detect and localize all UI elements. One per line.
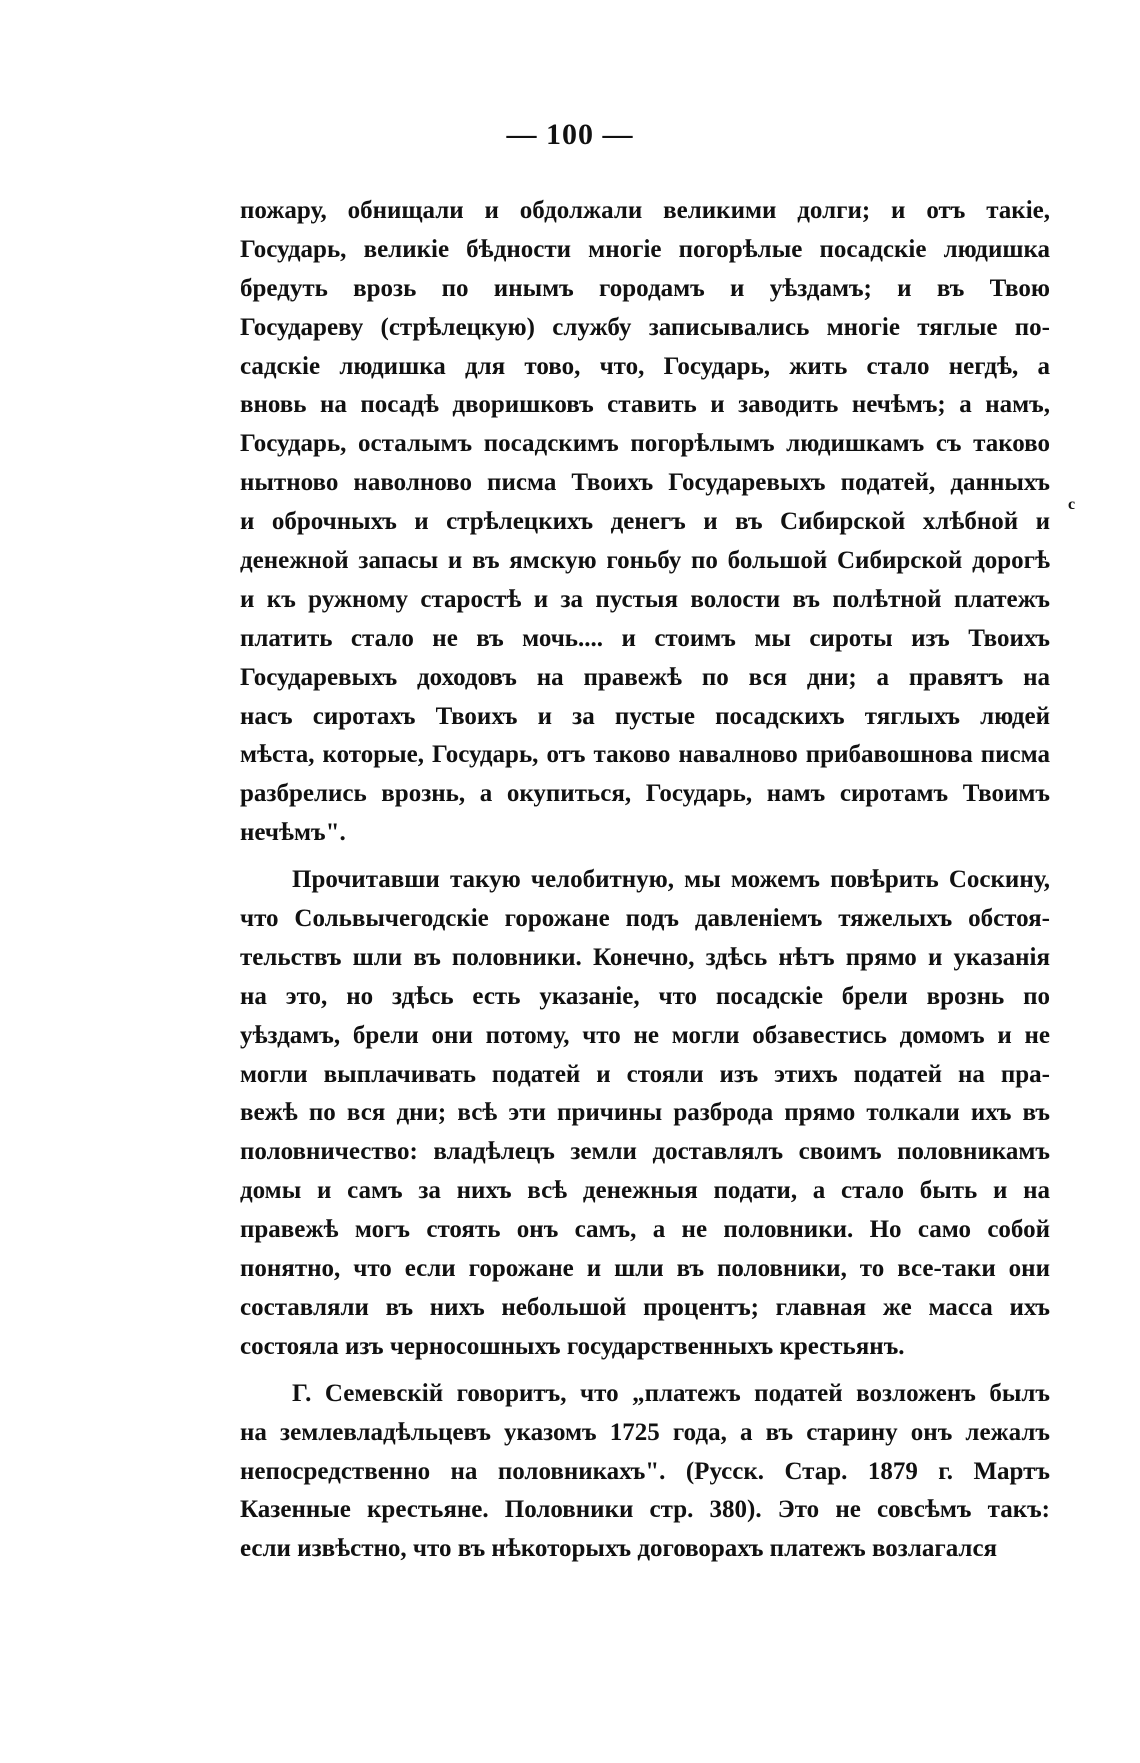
text-line: вежѣ по вся дни; всѣ эти причины разброда прямо толкали ихъ въ	[240, 1099, 1050, 1127]
text-line: и оброчныхъ и стрѣлецкихъ денегъ и въ Сибирской хлѣбной и	[240, 508, 1050, 536]
text-line: половничество: владѣлецъ земли доставлялъ своимъ половникамъ	[240, 1138, 1050, 1166]
paragraph	[240, 192, 1050, 853]
text-line: понятно, что если горожане и шли въ половники, то все-таки они	[240, 1255, 1050, 1283]
text-line: платить стало не въ мочь.... и стоимъ мы сироты изъ Твоихъ	[240, 624, 1050, 652]
text-line: садскіе людишка для тово, что, Государь, жить стало негдѣ, а	[240, 352, 1050, 380]
text-line: Г. Семевскій говоритъ, что „платежъ податей возложенъ былъ	[292, 1379, 1050, 1407]
text-line: нытново наволново писма Твоихъ Государевыхъ податей, данныхъ	[240, 469, 1050, 497]
paragraph	[240, 861, 1050, 1367]
text-line: нечѣмъ".	[240, 819, 346, 847]
paragraph-gap	[240, 1367, 1050, 1375]
text-line: Государь, великіе бѣдности многіе погорѣлые посадскіе людишка	[240, 235, 1050, 263]
text-line: тельствъ шли въ половники. Конечно, здѣсь нѣтъ прямо и указанія	[240, 943, 1050, 971]
text-line: Казенные крестьяне. Половники стр. 380). Это не совсѣмъ такъ:	[240, 1496, 1050, 1524]
text-line: правежѣ могъ стоять онъ самъ, а не половники. Но само собой	[240, 1216, 1050, 1244]
text-line: насъ сиротахъ Твоихъ и за пустые посадскихъ тяглыхъ людей	[240, 702, 1050, 730]
text-line: состояла изъ черносошныхъ государственныхъ крестьянъ.	[240, 1332, 905, 1360]
text-line: Прочитавши такую челобитную, мы можемъ повѣрить Соскину,	[292, 866, 1050, 894]
text-line: если извѣстно, что въ нѣкоторыхъ договорахъ платежъ возлагался	[240, 1535, 998, 1563]
text-line: уѣздамъ, брели они потому, что не могли обзавестись домомъ и не	[240, 1021, 1050, 1049]
text-line: домы и самъ за нихъ всѣ денежныя подати, а стало быть и на	[240, 1177, 1050, 1205]
text-line: Государевыхъ доходовъ на правежѣ по вся дни; а правятъ на	[240, 663, 1050, 691]
text-line: вновь на посадѣ дворишковъ ставить и заводить нечѣмъ; а намъ,	[240, 391, 1050, 419]
text-line: бредуть врозь по инымъ городамъ и уѣздамъ; и въ Твою	[240, 274, 1050, 302]
body-text	[240, 192, 1050, 1569]
page-number: — 100 —	[506, 118, 634, 151]
text-line: что Сольвычегодскіе горожане подъ давленіемъ тяжелыхъ обстоя-	[240, 905, 1050, 933]
text-line: на землевладѣльцевъ указомъ 1725 года, а въ старину онъ лежалъ	[240, 1418, 1050, 1446]
text-line: непосредственно на половникахъ". (Русск. Стар. 1879 г. Мартъ	[240, 1457, 1050, 1485]
margin-mark: с	[1068, 496, 1076, 513]
text-line: денежной запасы и въ ямскую гоньбу по большой Сибирской дорогѣ	[240, 547, 1050, 575]
text-line: и къ ружному старостѣ и за пустыя волости въ полѣтной платежъ	[240, 585, 1050, 613]
text-line: Государь, осталымъ посадскимъ погорѣлымъ людишкамъ съ таково	[240, 430, 1050, 458]
paragraph	[240, 1375, 1050, 1569]
text-line: разбрелись врознь, а окупиться, Государь, намъ сиротамъ Твоимъ	[240, 780, 1050, 808]
text-line: мѣста, которые, Государь, отъ таково навалново прибавошнова писма	[240, 741, 1050, 769]
text-line: Государеву (стрѣлецкую) службу записывались многіе тяглые по-	[240, 313, 1050, 341]
text-line: на это, но здѣсь есть указаніе, что посадскіе брели врознь по	[240, 982, 1050, 1010]
text-line: могли выплачивать податей и стояли изъ этихъ податей на пра-	[240, 1060, 1050, 1088]
text-line: пожару, обнищали и обдолжали великими долги; и отъ такіе,	[240, 197, 1050, 224]
text-line: составляли въ нихъ небольшой процентъ; главная же масса ихъ	[240, 1293, 1050, 1321]
paragraph-gap	[240, 853, 1050, 861]
